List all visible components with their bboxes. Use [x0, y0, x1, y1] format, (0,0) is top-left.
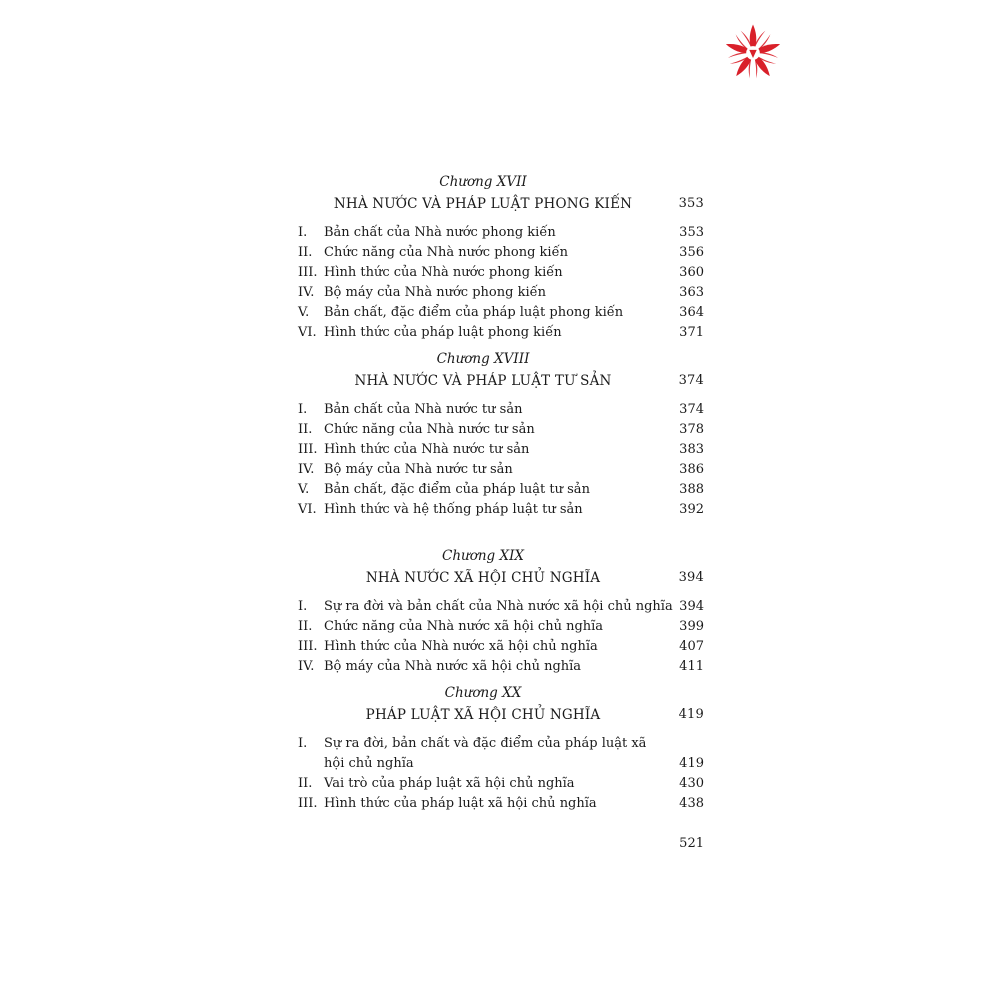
section-number: VI. — [298, 325, 317, 340]
section-number: VI. — [298, 502, 317, 517]
page-number: 353 — [678, 196, 704, 211]
chapter-20 — [298, 683, 704, 814]
section-title: Chức năng của Nhà nước phong kiến — [324, 245, 568, 260]
chapter-title: PHÁP LUẬT XÃ HỘI CHỦ NGHĨA — [365, 707, 601, 723]
section-number: II. — [298, 245, 313, 260]
page-number: 419 — [679, 756, 704, 771]
page-number: 371 — [679, 325, 704, 340]
page-number: 374 — [678, 373, 704, 388]
page-number: 378 — [679, 422, 704, 437]
section-number: III. — [298, 265, 318, 280]
toc-entry — [298, 657, 704, 677]
chapter-18 — [298, 349, 704, 520]
page-number: 394 — [679, 599, 704, 614]
page-number: 363 — [679, 285, 704, 300]
page-number: 430 — [679, 776, 704, 791]
section-number: V. — [298, 305, 310, 320]
chapter-title-row — [298, 566, 704, 590]
section-number: III. — [298, 442, 318, 457]
toc-entry — [298, 440, 704, 460]
section-number: III. — [298, 639, 318, 654]
toc-entry — [298, 283, 704, 303]
chapter-19 — [298, 546, 704, 677]
toc-entry — [298, 617, 704, 637]
section-list — [298, 400, 704, 520]
toc-entry — [298, 637, 704, 657]
page-number: 360 — [679, 265, 704, 280]
section-number: I. — [298, 402, 308, 417]
folio-page-number: 521 — [679, 836, 704, 851]
chapter-title-row — [298, 703, 704, 727]
chapter-title: NHÀ NƯỚC VÀ PHÁP LUẬT TƯ SẢN — [354, 373, 612, 389]
section-title: Chức năng của Nhà nước xã hội chủ nghĩa — [324, 619, 604, 634]
chapter-label: Chương XVIII — [436, 351, 530, 367]
page-number: 438 — [679, 796, 704, 811]
page-number: 383 — [679, 442, 704, 457]
page-number: 353 — [679, 225, 704, 240]
chapter-title-row — [298, 192, 704, 216]
table-of-contents — [298, 172, 704, 814]
section-title: Sự ra đời, bản chất và đặc điểm của pháp luật xã hội chủ nghĩa — [324, 736, 647, 771]
chapter-title-row — [298, 369, 704, 393]
toc-entry — [298, 263, 704, 283]
section-number: IV. — [298, 285, 315, 300]
section-number: II. — [298, 619, 313, 634]
chapter-label: Chương XX — [444, 685, 522, 701]
section-list — [298, 734, 704, 814]
section-title: Bộ máy của Nhà nước tư sản — [324, 462, 513, 477]
page-number: 356 — [679, 245, 704, 260]
section-title: Bộ máy của Nhà nước xã hội chủ nghĩa — [324, 659, 582, 674]
page-number: 386 — [679, 462, 704, 477]
page-number: 407 — [679, 639, 704, 654]
section-list — [298, 597, 704, 677]
toc-entry — [298, 400, 704, 420]
section-title: Vai trò của pháp luật xã hội chủ nghĩa — [324, 776, 575, 791]
section-title: Hình thức của Nhà nước tư sản — [324, 442, 530, 457]
page-number: 419 — [678, 707, 704, 722]
section-title: Bản chất, đặc điểm của pháp luật tư sản — [324, 482, 590, 497]
star-flower-logo-icon — [722, 22, 784, 84]
page-number: 364 — [679, 305, 704, 320]
section-title: Sự ra đời và bản chất của Nhà nước xã hội chủ nghĩa — [324, 599, 673, 614]
section-list — [298, 223, 704, 343]
toc-entry — [298, 500, 704, 520]
toc-entry — [298, 243, 704, 263]
toc-entry — [298, 774, 704, 794]
page-number: 374 — [679, 402, 704, 417]
chapter-title: NHÀ NƯỚC XÃ HỘI CHỦ NGHĨA — [365, 570, 601, 586]
section-number: II. — [298, 776, 313, 791]
section-title: Bộ máy của Nhà nước phong kiến — [324, 285, 546, 300]
toc-entry — [298, 460, 704, 480]
toc-entry — [298, 420, 704, 440]
section-title: Bản chất của Nhà nước phong kiến — [324, 225, 556, 240]
section-title: Hình thức của pháp luật xã hội chủ nghĩa — [324, 796, 597, 811]
section-title: Hình thức của Nhà nước phong kiến — [324, 265, 563, 280]
toc-entry — [298, 303, 704, 323]
section-number: I. — [298, 225, 308, 240]
toc-entry — [298, 323, 704, 343]
toc-entry — [298, 734, 704, 774]
chapter-label: Chương XVII — [439, 174, 527, 190]
page-number: 388 — [679, 482, 704, 497]
chapter-title: NHÀ NƯỚC VÀ PHÁP LUẬT PHONG KIẾN — [333, 196, 633, 212]
section-number: IV. — [298, 659, 315, 674]
page-number: 392 — [679, 502, 704, 517]
section-number: II. — [298, 422, 313, 437]
section-title: Bản chất, đặc điểm của pháp luật phong kiến — [324, 305, 624, 320]
section-number: I. — [298, 599, 308, 614]
toc-entry — [298, 480, 704, 500]
page-number: 394 — [678, 570, 704, 585]
toc-entry — [298, 794, 704, 814]
section-title: Hình thức của pháp luật phong kiến — [324, 325, 562, 340]
chapter-label: Chương XIX — [441, 548, 525, 564]
section-title: Chức năng của Nhà nước tư sản — [324, 422, 535, 437]
section-title: Hình thức của Nhà nước xã hội chủ nghĩa — [324, 639, 598, 654]
section-number: V. — [298, 482, 310, 497]
page-number: 399 — [679, 619, 704, 634]
toc-entry — [298, 223, 704, 243]
section-title: Hình thức và hệ thống pháp luật tư sản — [324, 502, 583, 517]
toc-entry — [298, 597, 704, 617]
chapter-17 — [298, 172, 704, 343]
section-number: IV. — [298, 462, 315, 477]
section-number: I. — [298, 736, 308, 751]
section-number: III. — [298, 796, 318, 811]
page-number: 411 — [679, 659, 704, 674]
section-title: Bản chất của Nhà nước tư sản — [324, 402, 523, 417]
